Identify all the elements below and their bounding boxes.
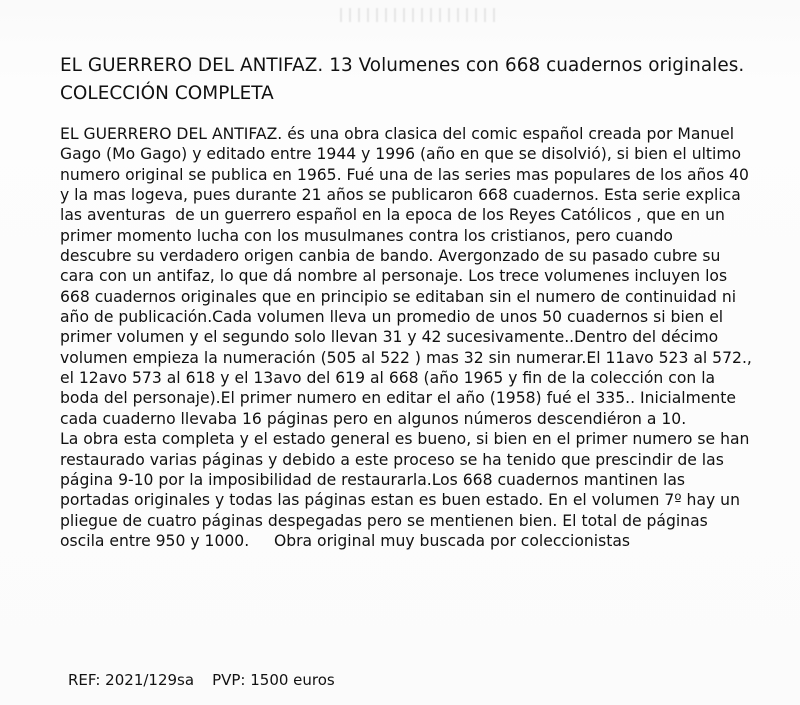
description-line: volumen empieza la numeración (505 al 522 ) mas 32 sin numerar.El 11avo 523 al 572., (60, 348, 752, 367)
description-line: cada cuaderno llevaba 16 páginas pero en algunos números descendiéron a 10. (60, 409, 687, 428)
description-line: pliegue de cuatro páginas despegadas pero se mentienen bien. El total de páginas (60, 511, 708, 530)
description-line: año de publicación.Cada volumen lleva un promedio de unos 50 cuadernos si bien el (60, 308, 724, 327)
reference-price-line (68, 671, 335, 689)
description-line: numero original se publica en 1965. Fué una de las series mas populares de los años 40 (60, 165, 749, 184)
document-title (60, 52, 760, 108)
title-line-1: EL GUERRERO DEL ANTIFAZ. 13 Volumenes con 668 cuadernos originales. (60, 55, 745, 76)
description-line: oscila entre 950 y 1000. Obra original muy buscada por coleccionistas (60, 531, 631, 550)
description-paragraph (60, 124, 780, 551)
description-line: portadas originales y todas las páginas estan es buen estado. En el volumen 7º hay un (60, 491, 740, 510)
description-line: EL GUERRERO DEL ANTIFAZ. és una obra clasica del comic español creada por Manuel (60, 125, 735, 143)
description-line: cara con un antifaz, lo que dá nombre al personaje. Los trece volumenes incluyen los (60, 267, 728, 286)
description-line: La obra esta completa y el estado general es bueno, si bien en el primer numero se han (60, 430, 750, 449)
description-line: Gago (Mo Gago) y editado entre 1944 y 1996 (año en que se disolvió), si bien el ultimo (60, 145, 742, 164)
description-line: y la mas logeva, pues durante 21 años se publicaron 668 cuadernos. Esta serie explica (60, 186, 741, 205)
description-line: boda del personaje).El primer numero en editar el año (1958) fué el 335.. Inicialmente (60, 389, 737, 408)
description-line: 668 cuadernos originales que en principio se editaban sin el numero de continuidad ni (60, 287, 737, 306)
description-line: página 9-10 por la imposibilidad de restaurarla.Los 668 cuadernos mantinen las (60, 470, 686, 489)
reference-code: REF: 2021/129sa (68, 671, 195, 689)
description-line: primer momento lucha con los musulmanes contra los cristianos, pero cuando (60, 226, 673, 245)
price: PVP: 1500 euros (212, 671, 335, 689)
title-line-2: COLECCIÓN COMPLETA (60, 83, 274, 104)
description-line: primer volumen y el segundo solo llevan 31 y 42 sucesivamente..Dentro del décimo (60, 328, 719, 347)
scan-smudge (340, 8, 500, 22)
description-line: descubre su verdadero origen canbia de bando. Avergonzado de su pasado cubre su (60, 247, 721, 266)
description-line: las aventuras de un guerrero español en la epoca de los Reyes Católicos , que en un (60, 206, 725, 225)
description-line: restaurado varias páginas y debido a este proceso se ha tenido que prescindir de las (60, 450, 724, 469)
description-line: el 12avo 573 al 618 y el 13avo del 619 al 668 (año 1965 y fin de la colección con la (60, 369, 716, 388)
